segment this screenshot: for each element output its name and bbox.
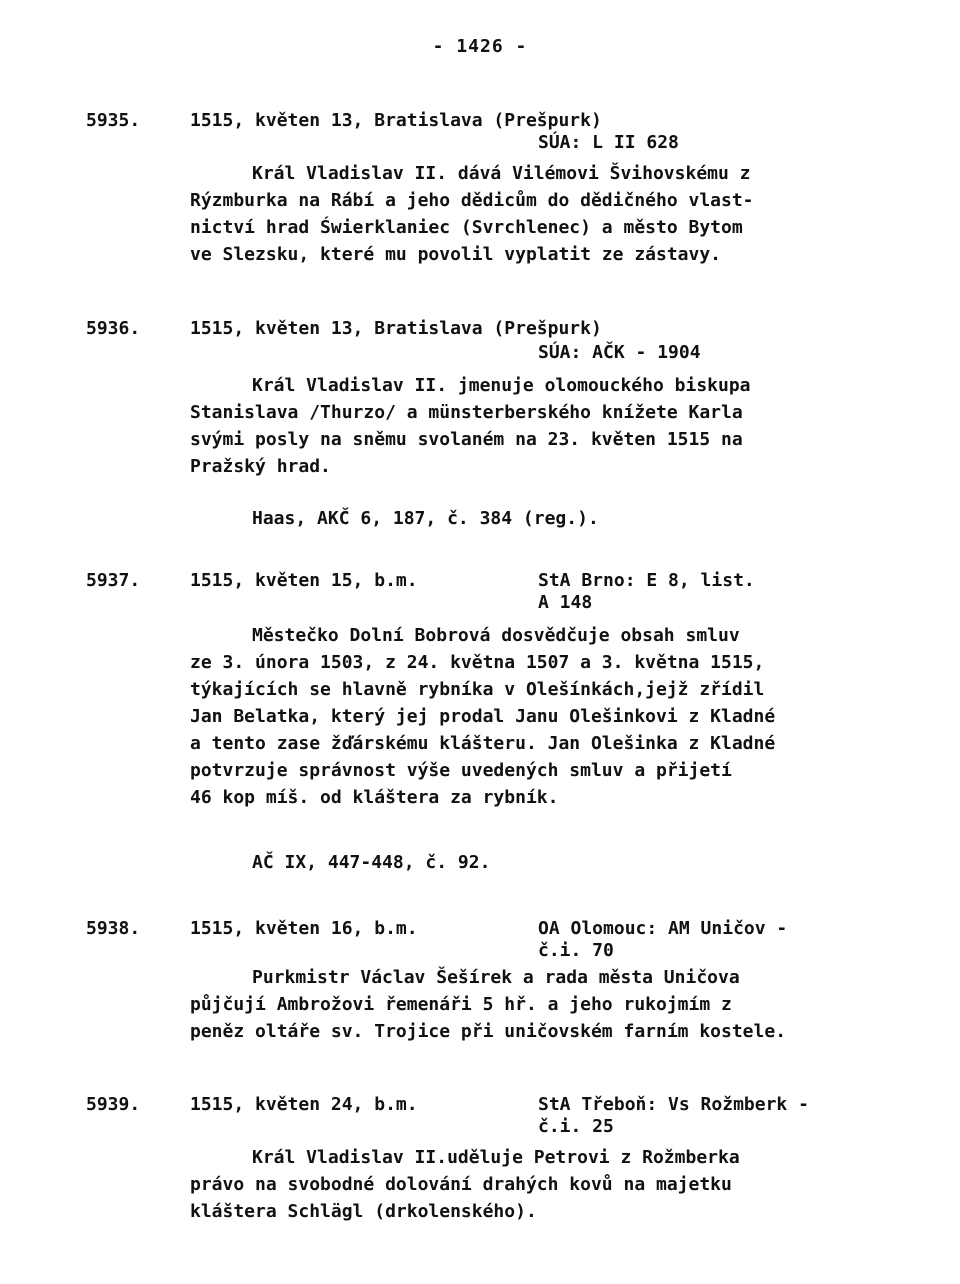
body-line: 46 kop míš. od kláštera za rybník. xyxy=(190,787,559,808)
entry-reference: AČ IX, 447-448, č. 92. xyxy=(252,852,491,873)
body-line: ze 3. února 1503, z 24. května 1507 a 3. května 1515, xyxy=(190,652,765,673)
body-line: svými posly na sněmu svolaném na 23. květen 1515 na xyxy=(190,429,743,450)
body-line: Pražský hrad. xyxy=(190,456,331,477)
entry-body xyxy=(190,1144,870,1225)
entry-source: SÚA: L II 628 xyxy=(538,132,679,153)
body-line: právo na svobodné dolování drahých kovů na majetku xyxy=(190,1174,732,1195)
entry-number: 5938. xyxy=(86,918,141,939)
entry-source: SÚA: AČK - 1904 xyxy=(538,342,701,363)
entry-date: 1515, květen 13, Bratislava (Prešpurk) xyxy=(190,318,602,339)
entry-body xyxy=(190,160,870,268)
entry-source: StA Třeboň: Vs Rožmberk - č.i. 25 xyxy=(538,1094,809,1137)
body-line: půjčují Ambrožovi řemenáři 5 hř. a jeho rukojmím z xyxy=(190,994,732,1015)
entry-date: 1515, květen 15, b.m. xyxy=(190,570,418,591)
body-line: Král Vladislav II. jmenuje olomouckého biskupa xyxy=(252,375,751,396)
body-line: nictví hrad Świerklaniec (Svrchlenec) a město Bytom xyxy=(190,217,743,238)
body-line: Rýzmburka na Rábí a jeho dědicům do dědičného vlast- xyxy=(190,190,754,211)
entry-body xyxy=(190,964,870,1045)
entry-number: 5937. xyxy=(86,570,141,591)
body-line: a tento zase žďárskému klášteru. Jan Olešinka z Kladné xyxy=(190,733,776,754)
body-line: kláštera Schlägl (drkolenského). xyxy=(190,1201,537,1222)
body-line: Král Vladislav II.uděluje Petrovi z Rožmberka xyxy=(252,1147,740,1168)
body-line: týkajících se hlavně rybníka v Olešínkách,jejž zřídil xyxy=(190,679,765,700)
body-line: potvrzuje správnost výše uvedených smluv a přijetí xyxy=(190,760,732,781)
entry-date: 1515, květen 16, b.m. xyxy=(190,918,418,939)
entry-number: 5935. xyxy=(86,110,141,131)
body-line: Jan Belatka, který jej prodal Janu Olešinkovi z Kladné xyxy=(190,706,776,727)
entry-date: 1515, květen 13, Bratislava (Prešpurk) xyxy=(190,110,602,131)
page-number: - 1426 - xyxy=(432,36,528,57)
entry-body xyxy=(190,622,870,811)
body-line: Městečko Dolní Bobrová dosvědčuje obsah smluv xyxy=(252,625,740,646)
body-line: Král Vladislav II. dává Vilémovi Švihovskému z xyxy=(252,163,751,184)
body-line: Purkmistr Václav Šešírek a rada města Uničova xyxy=(252,967,740,988)
body-line: ve Slezsku, které mu povolil vyplatit ze zástavy. xyxy=(190,244,722,265)
entry-source: OA Olomouc: AM Uničov - č.i. 70 xyxy=(538,918,788,961)
body-line: Stanislava /Thurzo/ a münsterberského knížete Karla xyxy=(190,402,743,423)
entry-reference: Haas, AKČ 6, 187, č. 384 (reg.). xyxy=(252,508,599,529)
entry-number: 5936. xyxy=(86,318,141,339)
body-line: peněz oltáře sv. Trojice při uničovském farním kostele. xyxy=(190,1021,787,1042)
entry-body xyxy=(190,372,870,480)
entry-number: 5939. xyxy=(86,1094,141,1115)
entry-source: StA Brno: E 8, list. A 148 xyxy=(538,570,755,613)
entry-date: 1515, květen 24, b.m. xyxy=(190,1094,418,1115)
